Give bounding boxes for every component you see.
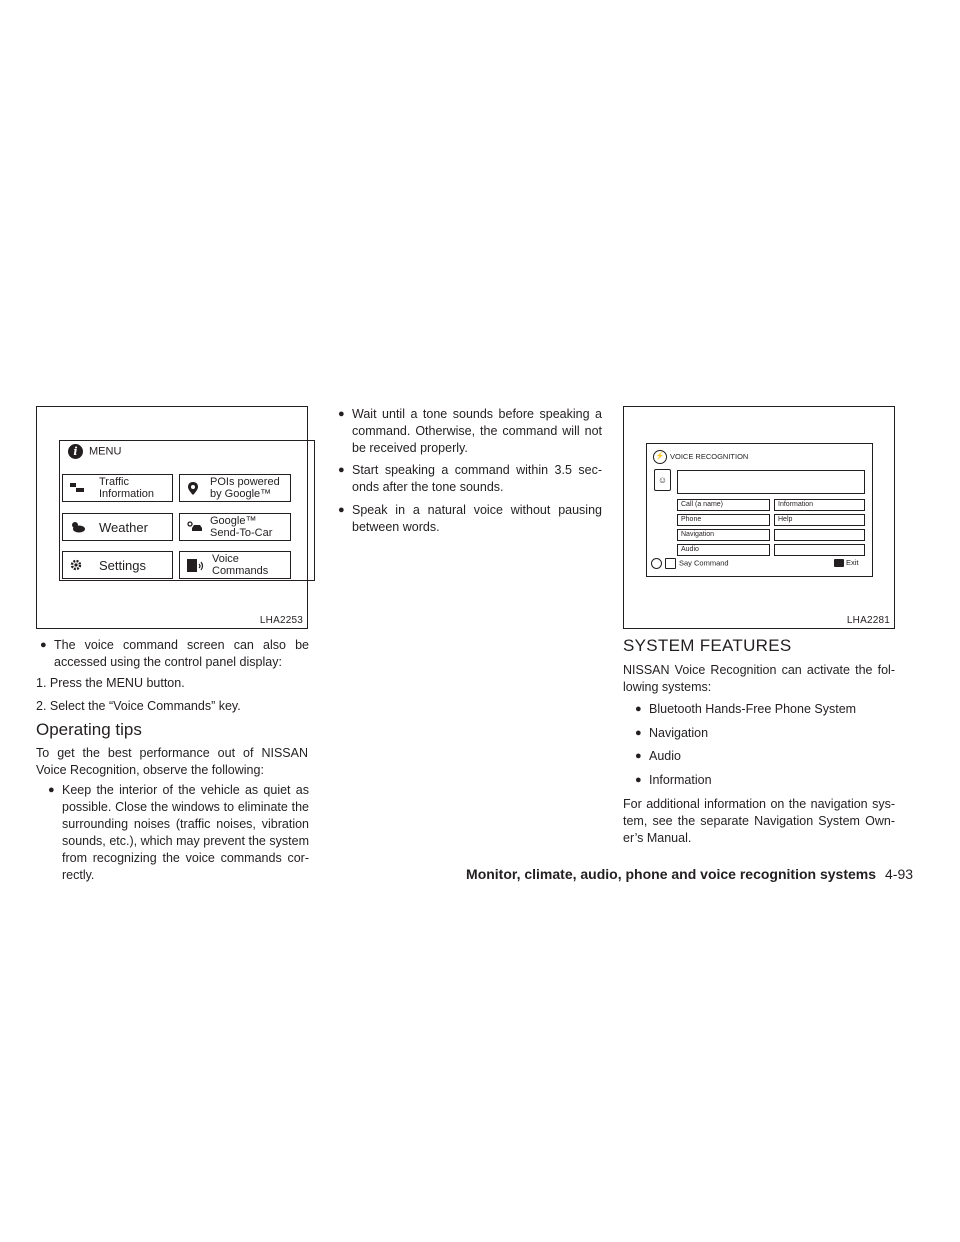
menu-title: MENU xyxy=(89,445,122,458)
bullet-text: Information xyxy=(649,773,712,787)
bullet-icon: ● xyxy=(48,784,55,796)
map-pin-icon xyxy=(187,482,201,494)
menu-button-label: Settings xyxy=(99,558,146,573)
vr-command-call[interactable]: Call (a name) xyxy=(677,499,770,511)
menu-button-label: Google™ Send-To-Car xyxy=(210,515,273,539)
menu-button-traffic-information[interactable] xyxy=(62,474,173,502)
bullet-text: The voice command screen can also be accessed using the control panel display: xyxy=(54,638,309,669)
steering-switch-icon xyxy=(651,558,662,569)
vr-command-help[interactable]: Help xyxy=(774,514,865,526)
bullet-text: Speak in a natural voice without pausing between words. xyxy=(352,503,602,534)
bullet-icon: ● xyxy=(635,703,642,715)
info-icon: i xyxy=(68,444,83,459)
bullet-icon: ● xyxy=(40,639,47,651)
menu-button-weather[interactable] xyxy=(62,513,173,541)
bullet-text: Audio xyxy=(649,749,681,763)
vr-exit[interactable] xyxy=(834,558,859,567)
say-command-label: Say Command xyxy=(679,558,729,568)
send-to-car-icon xyxy=(187,521,201,533)
speaking-person-icon: ☺ xyxy=(654,469,671,491)
bullet-icon: ● xyxy=(635,774,642,786)
vr-prompt-box xyxy=(677,470,865,494)
section-heading-operating-tips: Operating tips xyxy=(36,720,142,739)
bullet-icon: ● xyxy=(338,464,345,476)
vr-header xyxy=(653,450,748,464)
menu-button-settings[interactable] xyxy=(62,551,173,579)
menu-button-label: Voice Commands xyxy=(212,553,269,577)
step-2: 2. Select the “Voice Commands” key. xyxy=(36,699,241,713)
menu-button-label: Weather xyxy=(99,520,148,535)
step-1: 1. Press the MENU button. xyxy=(36,676,185,690)
weather-icon xyxy=(70,521,84,533)
operating-tips-intro: To get the best performance out of NISSAN Voice Recognition, observe the following: xyxy=(36,746,308,777)
section-heading-system-features: SYSTEM FEATURES xyxy=(623,636,792,655)
vr-say-command[interactable] xyxy=(651,558,729,569)
menu-button-send-to-car[interactable] xyxy=(179,513,291,541)
talk-icon xyxy=(665,558,676,569)
bullet-text: Start speaking a command within 3.5 sec-onds after the tone sounds. xyxy=(352,463,602,494)
vr-command-audio[interactable]: Audio xyxy=(677,544,770,556)
menu-button-label: POIs powered by Google™ xyxy=(210,476,280,500)
vr-command-information[interactable]: Information xyxy=(774,499,865,511)
bullet-icon: ● xyxy=(338,408,345,420)
menu-figure xyxy=(36,406,308,629)
gear-icon xyxy=(70,559,84,571)
menu-screen xyxy=(59,440,315,581)
phone-end-icon xyxy=(834,559,844,567)
voice-recognition-screen xyxy=(646,443,873,577)
menu-button-pois-google[interactable] xyxy=(179,474,291,502)
bullet-text: Keep the interior of the vehicle as quiet as possible. Close the windows to eliminate the surrounding noises (traffic noises, vibration sounds, etc.), which may prevent the system from recognizing the voice commands cor-rectly. xyxy=(62,783,309,882)
bullet-text: Wait until a tone sounds before speaking a command. Otherwise, the command will not be received properly. xyxy=(352,407,602,455)
menu-button-label: Traffic Information xyxy=(99,476,155,500)
footer-section-title: Monitor, climate, audio, phone and voice recognition systems xyxy=(466,866,876,882)
bullet-icon: ● xyxy=(635,750,642,762)
voice-commands-icon xyxy=(187,559,201,571)
figure-label: LHA2281 xyxy=(846,615,890,626)
system-features-intro: NISSAN Voice Recognition can activate the fol-lowing systems: xyxy=(623,663,895,694)
menu-header xyxy=(68,444,121,459)
exit-label: Exit xyxy=(846,558,859,567)
menu-button-voice-commands[interactable] xyxy=(179,551,291,579)
figure-label: LHA2253 xyxy=(259,615,303,626)
vr-command-phone[interactable]: Phone xyxy=(677,514,770,526)
voice-recognition-figure xyxy=(623,406,895,629)
vr-command-empty xyxy=(774,544,865,556)
bullet-text: Bluetooth Hands-Free Phone System xyxy=(649,702,857,716)
bullet-text: Navigation xyxy=(649,726,709,740)
traffic-icon xyxy=(70,482,84,494)
bullet-icon: ● xyxy=(338,504,345,516)
bullet-icon: ● xyxy=(635,727,642,739)
vr-title: VOICE RECOGNITION xyxy=(670,451,749,461)
vr-command-empty xyxy=(774,529,865,541)
vr-command-navigation[interactable]: Navigation xyxy=(677,529,770,541)
system-features-outro: For additional information on the navigation sys-tem, see the separate Navigation System Own-er’s Manual. xyxy=(623,797,895,845)
page-number: 4-93 xyxy=(885,866,914,882)
voice-recognition-icon: ⚡ xyxy=(653,450,667,464)
